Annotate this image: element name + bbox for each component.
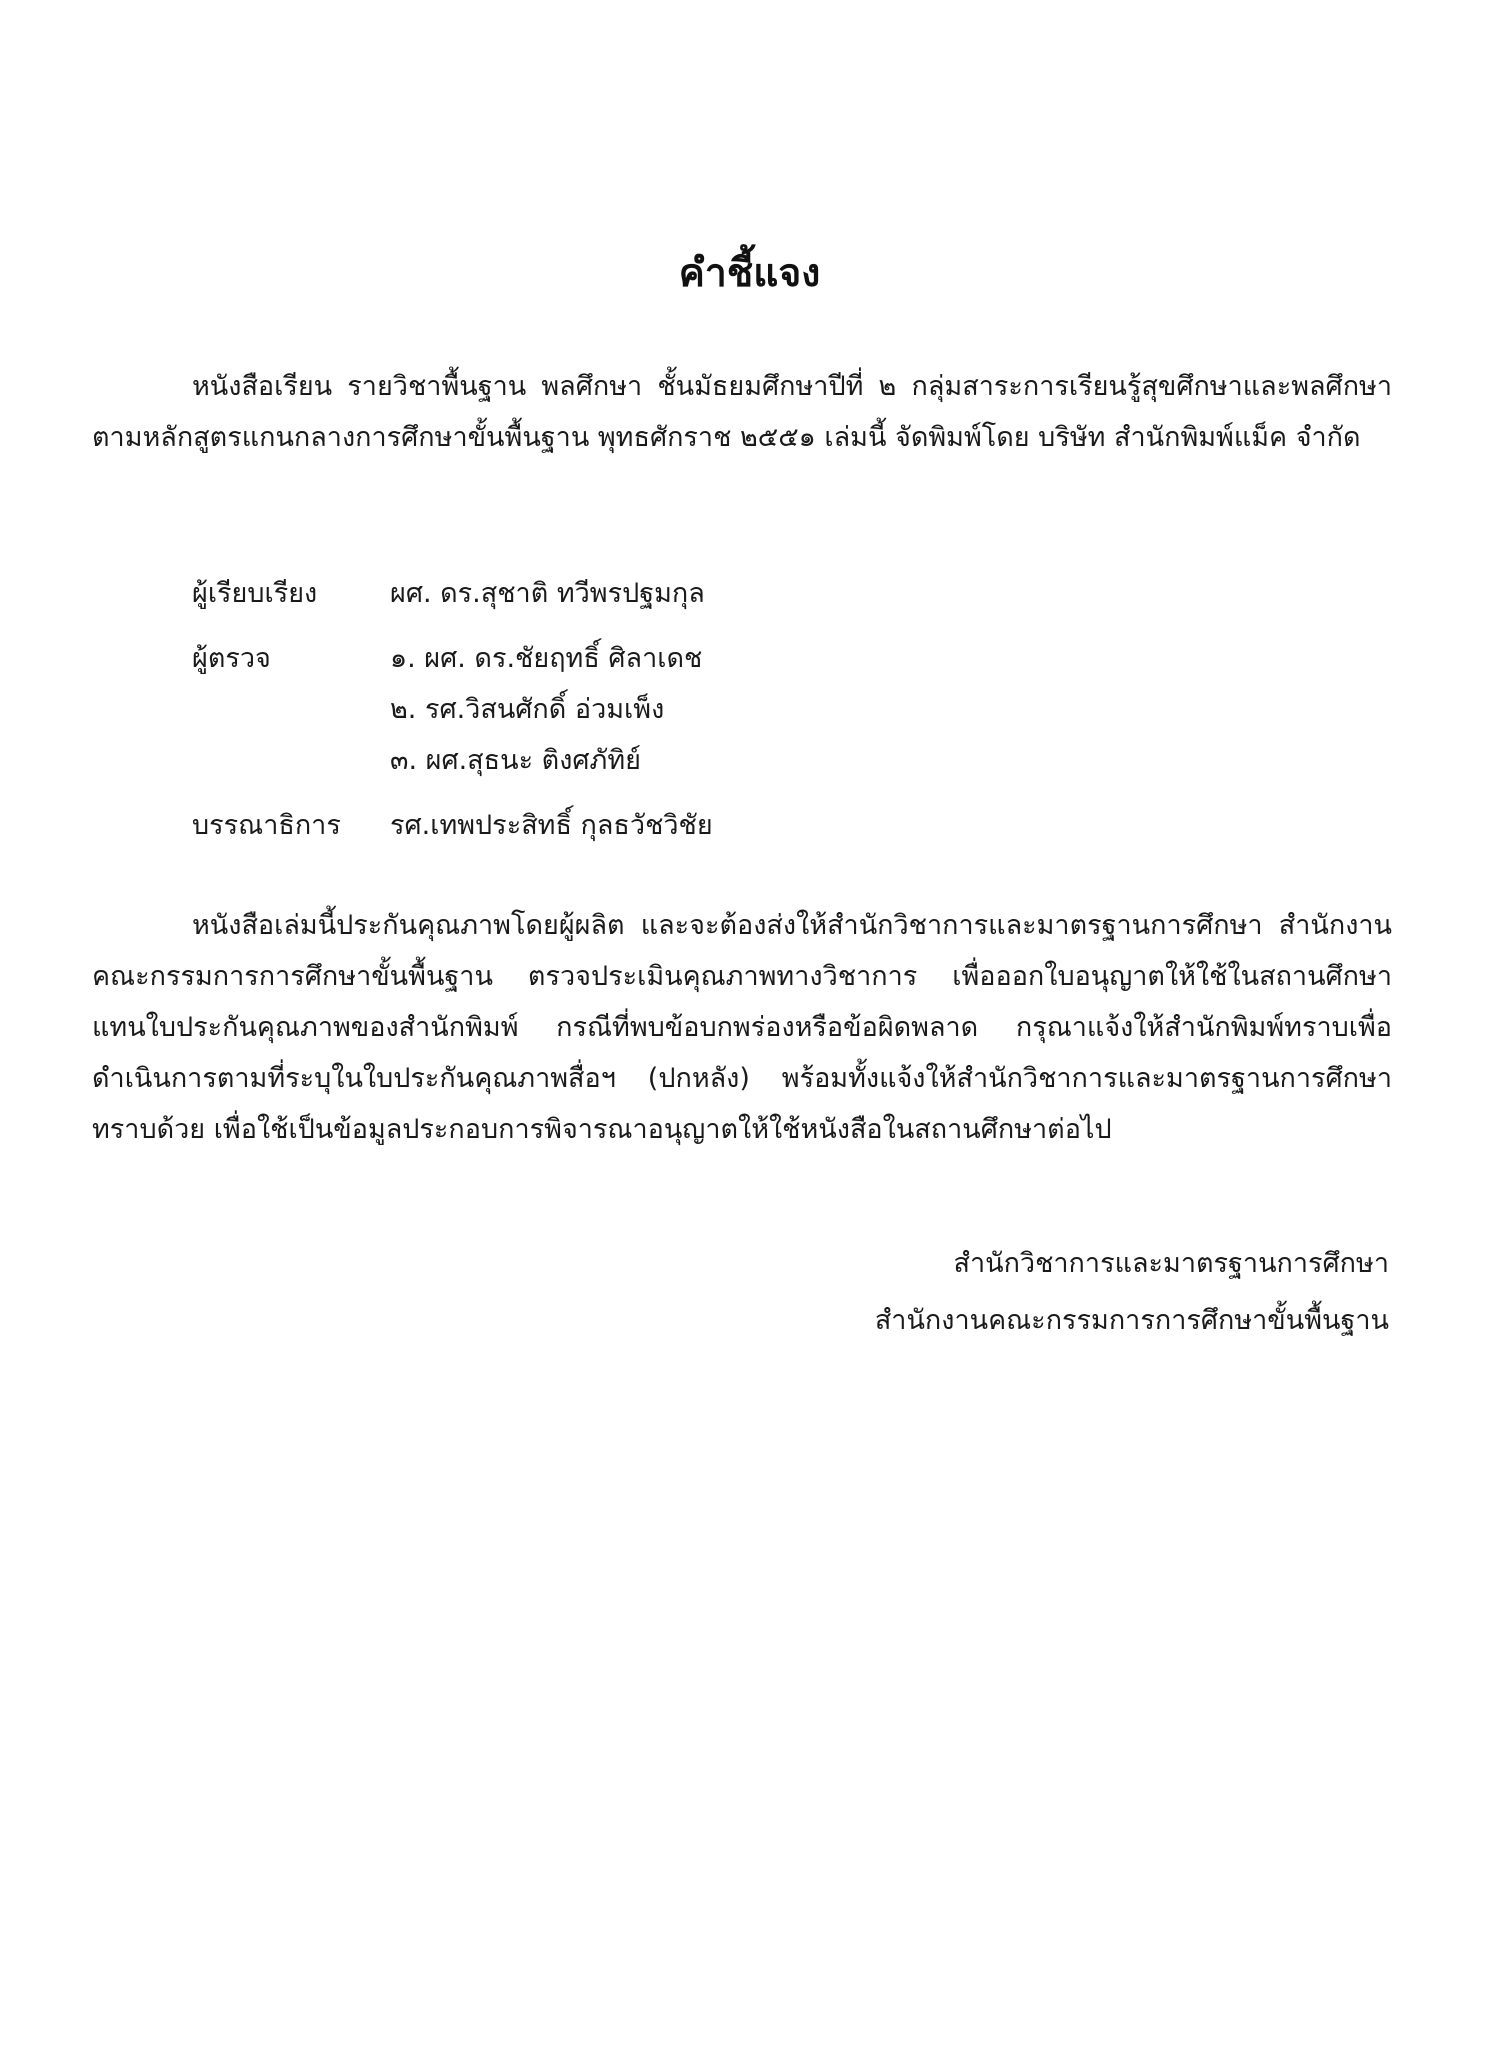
reviewers-list [390, 633, 702, 786]
intro-text: หนังสือเรียน รายวิชาพื้นฐาน พลศึกษา ชั้นมัธยมศึกษาปีที่ ๒ กลุ่มสาระการเรียนรู้สุขศึกษาและพลศึกษา ตามหลักสูตรแกนกลางการศึกษาขั้นพื้นฐาน พุทธศักราช ๒๕๕๑ เล่มนี้ จัดพิมพ์โดย บริษัท สำนักพิมพ์แม็ค จำกัด [92, 371, 1392, 453]
assurance-text: หนังสือเล่มนี้ประกันคุณภาพโดยผู้ผลิต และจะต้องส่งให้สำนักวิชาการและมาตรฐานการศึกษา สำนักงานคณะกรรมการการศึกษาขั้นพื้นฐาน ตรวจประเมินคุณภาพทางวิชาการ เพื่อออกใบอนุญาตให้ใช้ในสถานศึกษาแทนใบประกันคุณภาพของสำนักพิมพ์ กรณีที่พบข้อบกพร่องหรือข้อผิดพลาด กรุณาแจ้งให้สำนักพิมพ์ทราบเพื่อดำเนินการตามที่ระบุในใบประกันคุณภาพสื่อฯ (ปกหลัง) พร้อมทั้งแจ้งให้สำนักวิชาการและมาตรฐานการศึกษาทราบด้วย เพื่อใช้เป็นข้อมูลประกอบการพิจารณาอนุญาตให้ใช้หนังสือในสถานศึกษาต่อไป [92, 910, 1392, 1145]
compiler-row [192, 568, 713, 619]
signature-organization: สำนักงานคณะกรรมการการศึกษาขั้นพื้นฐาน [874, 1305, 1389, 1336]
compiler-label: ผู้เรียบเรียง [192, 578, 318, 609]
reviewers-row [192, 633, 713, 786]
signature-office: สำนักวิชาการและมาตรฐานการศึกษา [953, 1248, 1389, 1279]
editor-values [390, 800, 713, 851]
reviewer-item: ๑. ผศ. ดร.ชัยฤทธิ์ ศิลาเดช [390, 643, 703, 674]
signature-block [875, 1235, 1389, 1349]
editor-row [192, 800, 713, 851]
page-title: คำชี้แจง [678, 251, 821, 296]
editor-name: รศ.เทพประสิทธิ์ กุลธวัชวิชัย [390, 810, 713, 841]
intro-paragraph [92, 361, 1392, 463]
assurance-paragraph [92, 900, 1392, 1155]
compiler-name: ผศ. ดร.สุชาติ ทวีพรปฐมกุล [390, 578, 705, 609]
reviewers-label: ผู้ตรวจ [192, 643, 271, 674]
editor-label: บรรณาธิการ [192, 810, 341, 841]
credits-block [192, 568, 713, 851]
compiler-values [390, 568, 705, 619]
reviewer-item: ๒. รศ.วิสนศักดิ์ อ่วมเพ็ง [390, 694, 665, 725]
reviewer-item: ๓. ผศ.สุธนะ ติงศภัทิย์ [390, 745, 641, 776]
